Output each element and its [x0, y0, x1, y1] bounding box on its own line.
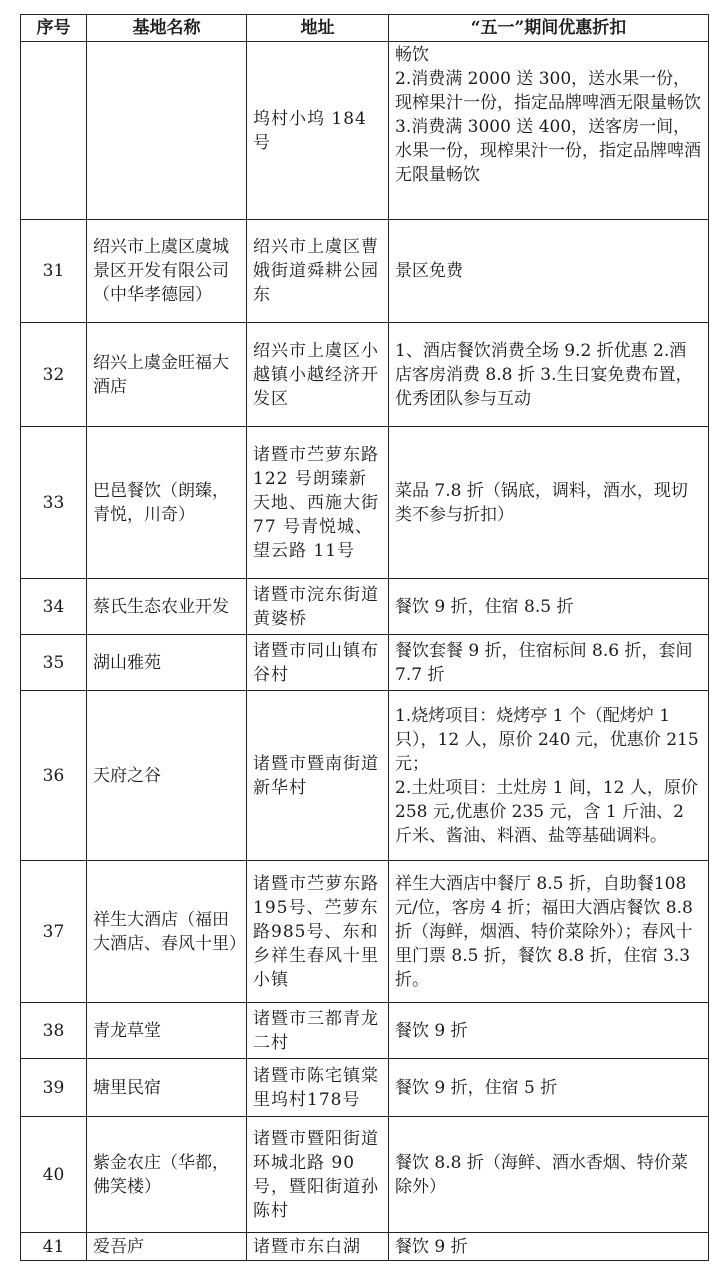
row-name: 蔡氏生态农业开发 — [87, 579, 247, 635]
row-discount — [389, 691, 709, 861]
header-discount: “五一”期间优惠折扣 — [389, 15, 709, 42]
discount-line: 祥生大酒店中餐厅 8.5 折，自助餐108 元/位，客房 4 折；福田大酒店餐饮 8.8 折（海鲜，烟酒、特价菜除外）；春风十里门票 8.5 折，餐饮 8.8 折，住宿 3.3 折。 — [395, 873, 693, 990]
discount-line: 2.消费满 2000 送 300，送水果一份，现榨果汁一份，指定品牌啤酒无限量畅饮 — [395, 69, 701, 113]
row-no: 33 — [21, 427, 87, 579]
discount-line: 餐饮 8.8 折（海鲜、酒水香烟、特价菜除外） — [395, 1152, 688, 1197]
table-row — [21, 635, 709, 691]
row-name: 天府之谷 — [87, 691, 247, 861]
row-name: 爱吾庐 — [87, 1233, 247, 1261]
row-name: 青龙草堂 — [87, 1003, 247, 1059]
row-address: 诸暨市陈宅镇棠里坞村178号 — [247, 1059, 389, 1117]
row-name — [87, 42, 247, 220]
row-address: 绍兴市上虞区小越镇小越经济开发区 — [247, 323, 389, 427]
row-no: 35 — [21, 635, 87, 691]
row-name — [87, 220, 247, 323]
table-row — [21, 1233, 709, 1261]
row-name: 巴邑餐饮（朗臻，青悦，川奇） — [87, 427, 247, 579]
row-address: 绍兴市上虞区曹娥街道舜耕公园东 — [247, 220, 389, 323]
row-address: 诸暨市暨阳街道环城北路 90号，暨阳街道孙陈村 — [247, 1117, 389, 1233]
row-no — [21, 42, 87, 220]
discount-line: 餐饮 9 折，住宿 8.5 折 — [395, 596, 574, 617]
row-discount — [389, 1233, 709, 1261]
row-address: 诸暨市三都青龙二村 — [247, 1003, 389, 1059]
discount-line: 餐饮 9 折，住宿 5 折 — [395, 1077, 558, 1098]
table-row — [21, 427, 709, 579]
row-no: 34 — [21, 579, 87, 635]
table-row — [21, 220, 709, 323]
row-discount — [389, 1059, 709, 1117]
table-row — [21, 861, 709, 1003]
table-row — [21, 42, 709, 220]
row-discount — [389, 1117, 709, 1233]
table-row — [21, 1003, 709, 1059]
row-address: 坞村小坞 184号 — [247, 42, 389, 220]
row-name: 塘里民宿 — [87, 1059, 247, 1117]
header-no: 序号 — [21, 15, 87, 42]
row-discount — [389, 323, 709, 427]
row-no: 37 — [21, 861, 87, 1003]
row-name: 绍兴上虞金旺福大酒店 — [87, 323, 247, 427]
row-discount — [389, 427, 709, 579]
row-discount — [389, 1003, 709, 1059]
row-no: 36 — [21, 691, 87, 861]
row-name: 湖山雅苑 — [87, 635, 247, 691]
discount-line: 餐饮 9 折 — [395, 1020, 468, 1041]
row-address: 诸暨市苎萝东路 122 号朗臻新天地、西施大街 77 号青悦城、望云路 11号 — [247, 427, 389, 579]
discount-line: 畅饮 — [395, 45, 429, 65]
row-discount — [389, 220, 709, 323]
discount-line: 景区免费 — [395, 261, 463, 281]
header-address: 地址 — [247, 15, 389, 42]
row-address: 诸暨市同山镇布谷村 — [247, 635, 389, 691]
row-discount — [389, 861, 709, 1003]
row-name-sub: （中华孝德园） — [93, 285, 212, 305]
row-no: 41 — [21, 1233, 87, 1261]
row-discount — [389, 42, 709, 220]
row-name: 紫金农庄（华都，佛笑楼） — [87, 1117, 247, 1233]
discount-line: 餐饮套餐 9 折，住宿标间 8.6 折，套间 7.7 折 — [395, 640, 693, 685]
row-name-main: 绍兴市上虞区虞城景区开发有限公司 — [93, 237, 229, 281]
row-address: 诸暨市暨南街道新华村 — [247, 691, 389, 861]
row-no: 31 — [21, 220, 87, 323]
table-row — [21, 1059, 709, 1117]
row-address: 诸暨市苎萝东路195号、苎萝东路985号、东和乡祥生春风十里小镇 — [247, 861, 389, 1003]
discount-line: 菜品 7.8 折（锅底，调料，酒水，现切类不参与折扣） — [395, 480, 688, 525]
discount-line: 3.消费满 3000 送 400，送客房一间，水果一份，现榨果汁一份，指定品牌啤酒无限量畅饮 — [395, 117, 701, 185]
row-no: 40 — [21, 1117, 87, 1233]
table-row — [21, 691, 709, 861]
header-name: 基地名称 — [87, 15, 247, 42]
table-header-row — [21, 15, 709, 42]
table-row — [21, 1117, 709, 1233]
discount-line: 2.土灶项目：土灶房 1 间，12 人，原价 258 元,优惠价 235 元，含 1 斤油、2 斤米、酱油、料酒、盐等基础调料。 — [395, 777, 698, 846]
table-row — [21, 323, 709, 427]
table-row — [21, 579, 709, 635]
discount-line: 餐饮 9 折 — [395, 1236, 468, 1257]
row-no: 39 — [21, 1059, 87, 1117]
row-no: 38 — [21, 1003, 87, 1059]
discount-line: 1、酒店餐饮消费全场 9.2 折优惠 2.酒店客房消费 8.8 折 3.生日宴免费布置，优秀团队参与互动 — [395, 340, 693, 409]
discount-table — [20, 14, 709, 1261]
discount-line: 1.烧烤项目：烧烤亭 1 个（配烤炉 1只），12 人，原价 240 元，优惠价 215 元； — [395, 705, 699, 774]
row-discount — [389, 635, 709, 691]
row-address: 诸暨市浣东街道黄婆桥 — [247, 579, 389, 635]
row-no: 32 — [21, 323, 87, 427]
row-name: 祥生大酒店（福田大酒店、春风十里） — [87, 861, 247, 1003]
row-address: 诸暨市东白湖 — [247, 1233, 389, 1261]
row-discount — [389, 579, 709, 635]
